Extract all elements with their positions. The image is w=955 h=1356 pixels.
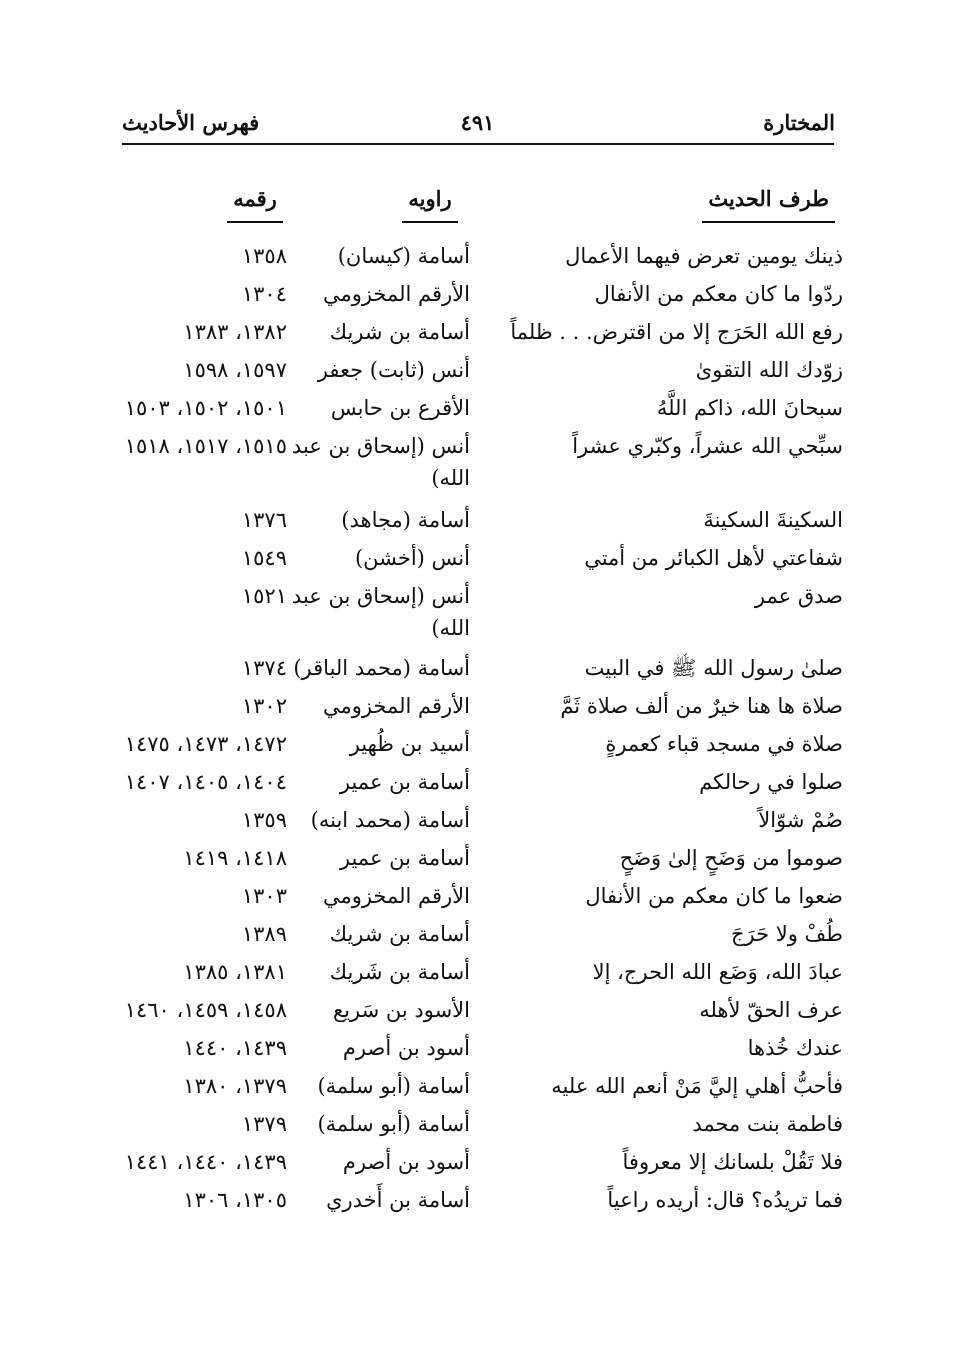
hadith-text: زوّدك الله التقوىٰ (695, 358, 843, 382)
table-row (0, 842, 955, 880)
hadith-text: صدق عمر (754, 584, 843, 608)
narrator-name: أسامة بن شريك (329, 922, 470, 946)
hadith-text: صلاة في مسجد قباء كعمرةٍ (605, 732, 843, 756)
table-row (0, 504, 955, 542)
table-row (0, 1032, 955, 1070)
table-row (0, 580, 955, 652)
table-row (0, 918, 955, 956)
hadith-number: ١٣٧٩، ١٣٨٠ (183, 1074, 287, 1098)
hadith-number: ١٣٧٦ (241, 508, 287, 532)
table-row (0, 1184, 955, 1222)
table-row (0, 392, 955, 430)
hadith-text: ردّوا ما كان معكم من الأنفال (594, 282, 843, 306)
narrator-name: أسامة بن أَخدري (326, 1188, 470, 1212)
narrator-name: أسامة بن عمير (339, 770, 470, 794)
narrator-name: أسود بن أصرم (342, 1150, 470, 1174)
table-row (0, 804, 955, 842)
narrator-name: أسامة (مجاهد) (341, 508, 470, 532)
table-row (0, 880, 955, 918)
hadith-number: ١٥٩٧، ١٥٩٨ (183, 358, 287, 382)
hadith-text: فما تريدُه؟ قال: أريده راعياً (607, 1188, 843, 1212)
table-row (0, 766, 955, 804)
narrator-name: الأرقم المخزومي (322, 282, 470, 306)
table-row (0, 430, 955, 504)
page-number: ٤٩١ (460, 110, 495, 135)
column-header-number: رقمه (210, 183, 300, 223)
narrator-name: الأرقم المخزومي (322, 694, 470, 718)
narrator-name: أسامة بن شَريك (329, 960, 470, 984)
hadith-number: ١٤٣٩، ١٤٤٠ (183, 1036, 287, 1060)
hadith-number: ١٣٥٩ (241, 808, 287, 832)
hadith-number: ١٤٥٨، ١٤٥٩، ١٤٦٠ (124, 998, 287, 1022)
table-row (0, 1108, 955, 1146)
hadith-text: سبحانَ الله، ذاكم اللَّهُ (656, 396, 843, 420)
hadith-number: ١٣٠٣ (241, 884, 287, 908)
table-row (0, 542, 955, 580)
hadith-number: ١٥٤٩ (241, 546, 287, 570)
table-row (0, 956, 955, 994)
narrator-name: أسامة (محمد ابنه) (310, 808, 470, 832)
narrator-name: الأسود بن سَريع (333, 998, 470, 1022)
hadith-number: ١٥٠١، ١٥٠٢، ١٥٠٣ (124, 396, 287, 420)
hadith-text: عرف الحقّ لأهله (699, 998, 843, 1022)
hadith-number: ١٣٠٢ (241, 694, 287, 718)
narrator-name: أنس (إسحاق بن عبد الله) (291, 434, 470, 490)
table-row (0, 1146, 955, 1184)
header-rule (122, 143, 834, 145)
hadith-number: ١٣٠٤ (241, 282, 287, 306)
hadith-text: فاطمة بنت محمد (692, 1112, 843, 1136)
hadith-number: ١٣٥٨ (241, 244, 287, 268)
table-row (0, 1070, 955, 1108)
table-row (0, 240, 955, 278)
hadith-text: صوموا من وَضَحٍ إلىٰ وَضَحٍ (619, 846, 843, 870)
hadith-index-table (0, 240, 955, 1222)
narrator-name: أسامة بن شريك (329, 320, 470, 344)
hadith-text: عبادَ الله، وَضَع الله الحرج، إلا (592, 960, 843, 984)
hadith-text: فلا تَقُلْ بلسانك إلا معروفاً (622, 1150, 843, 1174)
hadith-text: السكينةَ السكينةَ (703, 508, 843, 532)
hadith-text: طُفْ ولا حَرَجَ (730, 922, 843, 946)
hadith-number: ١٤١٨، ١٤١٩ (183, 846, 287, 870)
table-row (0, 994, 955, 1032)
narrator-name: أسامة (أبو سلمة) (317, 1074, 470, 1098)
column-header-narrator: راويه (380, 183, 480, 223)
hadith-number: ١٣٨١، ١٣٨٥ (183, 960, 287, 984)
hadith-number: ١٣٠٥، ١٣٠٦ (183, 1188, 287, 1212)
narrator-name: أسامة (أبو سلمة) (317, 1112, 470, 1136)
hadith-text: عندك خُذها (747, 1036, 843, 1060)
hadith-text: ضعوا ما كان معكم من الأنفال (585, 884, 843, 908)
narrator-name: الأقرع بن حابس (330, 396, 470, 420)
narrator-name: أنس (أخشن) (354, 546, 470, 570)
narrator-name: الأرقم المخزومي (322, 884, 470, 908)
table-row (0, 278, 955, 316)
narrator-name: أسامة (كيسان) (337, 244, 470, 268)
hadith-text: سبِّحي الله عشراً، وكبّري عشراً (572, 434, 843, 458)
hadith-text: شفاعتي لأهل الكبائر من أمتي (584, 546, 843, 570)
narrator-name: أنس (ثابت) جعفر (317, 358, 470, 382)
section-title: فهرس الأحاديث (122, 110, 260, 135)
hadith-number: ١٣٨٢، ١٣٨٣ (183, 320, 287, 344)
hadith-text: رفع الله الحَرَج إلا من اقترض. . . ظلماً (510, 320, 843, 344)
narrator-name: أسود بن أصرم (342, 1036, 470, 1060)
hadith-number: ١٣٧٤ (241, 656, 287, 680)
narrator-name: أسامة (محمد الباقر) (293, 656, 470, 680)
table-row (0, 728, 955, 766)
hadith-number: ١٤٣٩، ١٤٤٠، ١٤٤١ (124, 1150, 287, 1174)
hadith-number: ١٥١٥، ١٥١٧، ١٥١٨ (124, 434, 287, 458)
table-row (0, 316, 955, 354)
table-row (0, 354, 955, 392)
narrator-name: أسامة بن عمير (339, 846, 470, 870)
hadith-text: صلاة ها هنا خيرٌ من ألف صلاة ثَمَّ (560, 694, 843, 718)
column-header-hadith: طرف الحديث (675, 183, 835, 223)
narrator-name: أنس (إسحاق بن عبد الله) (291, 584, 470, 640)
hadith-text: صُمْ شوّالاً (758, 808, 843, 832)
hadith-number: ١٣٧٩ (241, 1112, 287, 1136)
narrator-name: أسيد بن ظُهير (349, 732, 470, 756)
hadith-number: ١٥٢١ (241, 584, 287, 608)
hadith-number: ١٤٧٢، ١٤٧٣، ١٤٧٥ (124, 732, 287, 756)
hadith-text: فأحبُّ أهلي إليَّ مَنْ أنعم الله عليه (551, 1074, 843, 1098)
hadith-number: ١٤٠٤، ١٤٠٥، ١٤٠٧ (124, 770, 287, 794)
table-row (0, 652, 955, 690)
hadith-text: ذينك يومين تعرض فيهما الأعمال (565, 244, 843, 268)
hadith-text: صلىٰ رسول الله ﷺ في البيت (584, 656, 843, 680)
book-title: المختارة (763, 110, 835, 135)
hadith-number: ١٣٨٩ (241, 922, 287, 946)
table-row (0, 690, 955, 728)
hadith-text: صلوا في رحالكم (699, 770, 843, 794)
